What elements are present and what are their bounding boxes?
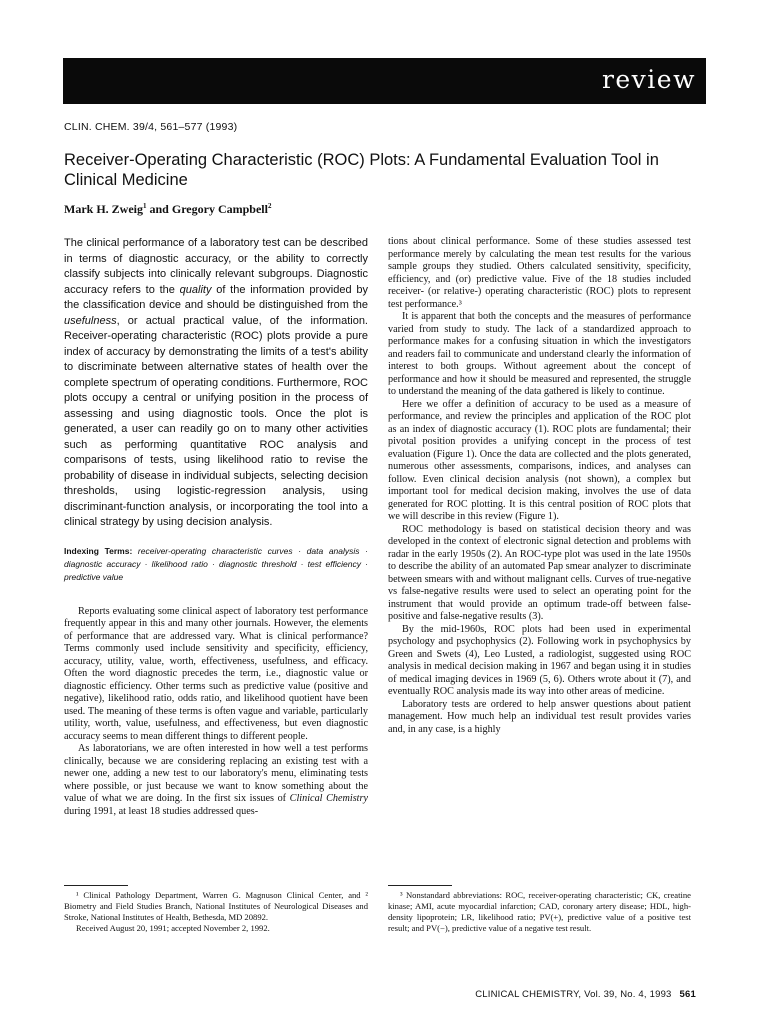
author-2-affil-mark: 2 [267,202,272,210]
body-paragraph: Laboratory tests are ordered to help answer questions about patient management. How much help an individual test result provides varies and, in any case, is a highly [388,698,691,735]
abbreviations-footnote: ³ Nonstandard abbreviations: ROC, receiver-operating characteristic; CK, creatine kinase; AMI, acute myocardial infarction; CAD, coronary artery disease; HDL, high-density lipoprotein; LR, likelihood ratio; PV(+), predictive value of a positive test result; and PV(−), predictive value of a negative test result. [388,890,691,933]
footnote-left [64,890,368,934]
indexing-term-list: receiver-operating characteristic curves · data analysis · diagnostic accuracy · likelihood ratio · diagnostic threshold · test efficiency · predictive value [64,545,368,582]
citation: CLIN. CHEM. 39/4, 561–577 (1993) [64,121,238,133]
indexing-label: Indexing Terms: [64,545,133,556]
section-band [63,58,706,104]
page-number: 561 [679,989,696,1000]
body-paragraph: tions about clinical performance. Some of these studies assessed test performance merely by calculating the mean test results for the various sample groups they studied. Others calculated sensitivity, specificity, efficiency, and (or) predictive value. Five of the 18 studies included receiver- (or relative-) operating characteristic (ROC) plots to represent test performance.³ [388,236,691,310]
abstract-emphasis-quality: quality [179,283,212,296]
body-text: during 1991, at least 18 studies addressed ques- [64,805,259,817]
body-text: As laboratorians, we are often interested in how well a test performs clinically, because we are considering replacing an existing test with a newer one, adding a new test to our laboratory's menu, eliminating tests where possible, or just because we want to know something about the value of what we are doing. In the first six issues of [64,743,368,804]
right-column [388,236,691,736]
body-paragraph: By the mid-1960s, ROC plots had been used in experimental psychology and psychophysics (2). Following work in psychophysics by Green and Swets (4), Leo Lusted, a radiologist, suggested using ROC analysis in medical decision making in 1967 and began using it in studies of medical imaging devices in 1969 (5, 6). Others wrote about it (7), and eventually ROC analysis made its way into other areas of medicine. [388,623,691,697]
author-2: Gregory Campbell [171,202,268,216]
body-paragraph [64,743,368,818]
article-title: Receiver-Operating Characteristic (ROC) Plots: A Fundamental Evaluation Tool in Clinical Medicine [64,151,659,189]
footnote-rule-right [388,885,452,886]
body-paragraph: Here we offer a definition of accuracy to be used as a measure of performance, and review the principles and application of the ROC plot as an index of diagnostic accuracy (1). ROC plots are fundamental; their pivotal position provides a unifying concept in the process of test evaluation (Figure 1). Once the data are collected and the plots generated, numerous other assessments, comparisons, indices, and analyses can follow. Even clinical decision analysis (not shown), a complex but important tool for medical decision making, involves the use of data generated for ROC plotting. It is this central position of ROC plots that we will describe in this review (Figure 1). [388,398,691,522]
indexing-terms [64,545,368,584]
received-dates: Received August 20, 1991; accepted November 2, 1992. [76,923,270,933]
affiliation-footnote: ¹ Clinical Pathology Department, Warren G. Magnuson Clinical Center, and ² Biometry and Field Studies Branch, National Institutes of Neurological Diseases and Stroke, National Institutes of Health, Bethesda, MD 20892. [64,890,368,922]
footnote-rule-left [64,885,128,886]
body-paragraph: ROC methodology is based on statistical decision theory and was developed in the context of electronic signal detection and problems with radar in the early 1950s (2). An ROC-type plot was used in the late 1950s to describe the ability of an automated Pap smear analyzer to discriminate between smears with and without malignant cells. Curves of true-negative vs false-negative results were used to select an operating point for the instrument that would provide an optimum trade-off between false-positive and false-negative results (3). [388,523,691,622]
abstract-emphasis-usefulness: usefulness [64,314,117,327]
footnote-right [388,890,691,934]
body-paragraph: Reports evaluating some clinical aspect of laboratory test performance frequently appear in this and many other journals. However, the elements of performance that are addressed vary. What is clinical performance? Terms commonly used include sensitivity and specificity, efficiency, accuracy, utility, value, worth, effectiveness, usefulness, and efficacy. Often the word diagnostic precedes the term, i.e., diagnostic value or diagnostic efficiency. Other terms such as predictive value (positive and negative), likelihood ratio, odds ratio, and likelihood quotient have been used. The meaning of these terms is often vague and variable, particularly utility, worth, value, usefulness, and effectiveness, but even diagnostic accuracy seems to mean different things to different people. [64,605,368,742]
abstract [64,236,368,531]
authors [64,202,271,217]
section-label: review [601,65,696,94]
left-column [64,236,368,818]
abstract-text-2: of the information provided by the classification device and should be distinguished from the [64,283,368,311]
journal-footer [456,989,696,1000]
body-paragraph: It is apparent that both the concepts and the measures of performance varied from study to study. The lack of a standardized approach to performance makes for a confusing situation in which the investigators and readers fail to communicate and understand clearly the information of interest to both groups. Without agreement about the concept of performance and how it should be measured and represented, the struggle to understand the meaning of the data gathered is likely to continue. [388,311,691,397]
abstract-text-3: , or actual practical value, of the information. Receiver-operating characteristic (ROC) plots provide a pure index of accuracy by demonstrating the limits of a test's ability to discriminate between alternative states of health over the complete spectrum of operating conditions. Furthermore, ROC plots occupy a central or unifying position in the process of assessing and using diagnostic tools. Once the plot is generated, a user can readily go on to many other activities such as performing quantitative ROC analysis and comparisons of tests, using likelihood ratio to revise the probability of disease in individual subjects, selecting decision thresholds, using logistic-regression analysis, using discriminant-function analysis, or incorporating the tool into a clinical strategy by using decision analysis. [64,314,368,528]
abstract-text-1: The clinical performance of a laboratory test can be described in terms of diagnostic accuracy, or the ability to correctly classify subjects into clinically relevant subgroups. Diagnostic accuracy refers to the [64,237,368,296]
journal-title-emphasis: Clinical Chemistry [289,793,368,804]
author-connector: and [146,202,172,216]
journal-info: CLINICAL CHEMISTRY, Vol. 39, No. 4, 1993 [475,989,672,1000]
author-1-affil-mark: 1 [143,202,147,210]
left-body-text [64,606,368,819]
author-1: Mark H. Zweig [64,202,143,216]
